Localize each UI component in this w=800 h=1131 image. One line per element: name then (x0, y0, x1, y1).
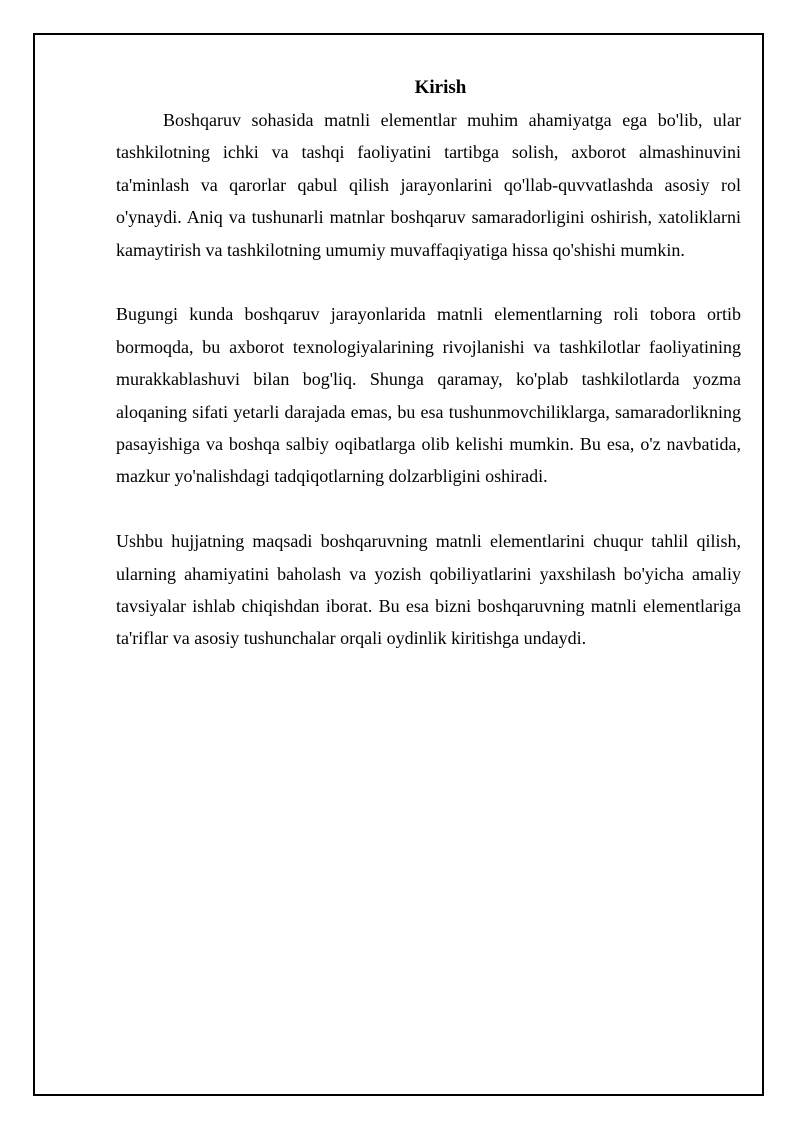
paragraph-3: Ushbu hujjatning maqsadi boshqaruvning matnli elementlarini chuqur tahlil qilish, ularning ahamiyatini baholash va yozish qobiliyatlarini yaxshilash bo'yicha amaliy tavsiyalar ishlab chiqishdan iborat. Bu esa bizni boshqaruvning matnli elementlariga ta'riflar va asosiy tushunchalar orqali oydinlik kiritishga undaydi. (116, 531, 741, 649)
paragraph-spacer (116, 266, 741, 298)
paragraph-2: Bugungi kunda boshqaruv jarayonlarida matnli elementlarning roli tobora ortib bormoqda, bu axborot texnologiyalarining rivojlanishi va tashkilotlar faoliyatining murakkablashuvi bilan bog'liq. Shunga qaramay, ko'plab tashkilotlarda yozma aloqaning sifati yetarli darajada emas, bu esa tushunmovchiliklarga, samaradorlikning pasayishiga va boshqa salbiy oqibatlarga olib kelishi mumkin. Bu esa, o'z navbatida, mazkur yo'nalishdagi tadqiqotlarning dolzarbligini oshiradi. (116, 304, 741, 487)
paragraph-1: Boshqaruv sohasida matnli elementlar muhim ahamiyatga ega bo'lib, ular tashkilotning ichki va tashqi faoliyatini tartibga solish, axborot almashinuvini ta'minlash va qarorlar qabul qilish jarayonlarini qo'llab-quvvatlashda asosiy rol o'ynaydi. Aniq va tushunarli matnlar boshqaruv samaradorligini oshirish, xatoliklarni kamaytirish va tashkilotning umumiy muvaffaqiyatiga hissa qo'shishi mumkin. (116, 110, 741, 260)
paragraph-spacer (116, 493, 741, 525)
document-body (116, 76, 741, 655)
document-title: Kirish (414, 77, 467, 98)
